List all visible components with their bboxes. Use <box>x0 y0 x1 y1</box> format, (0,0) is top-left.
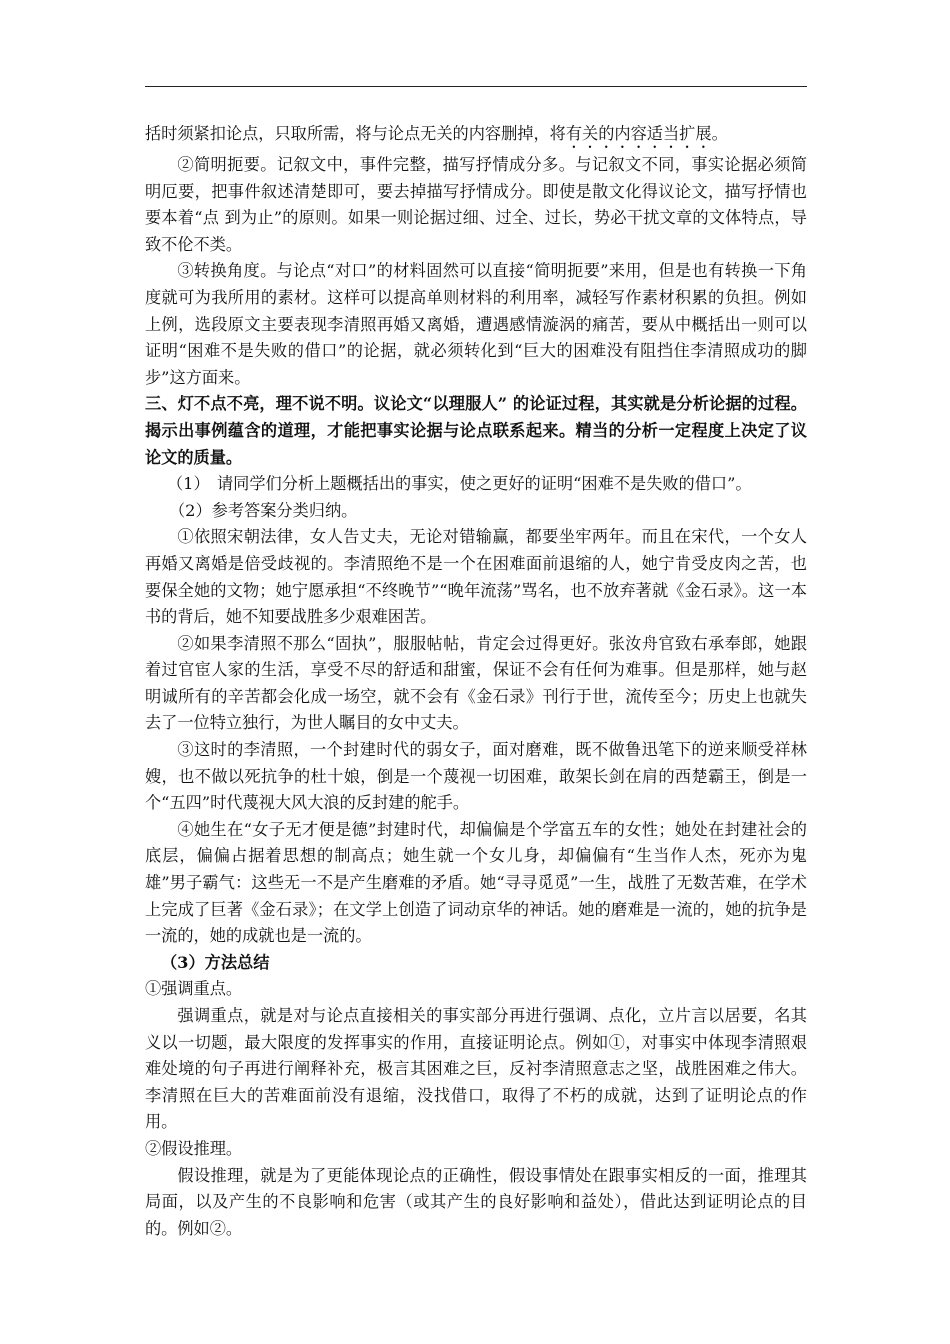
emphasized-text: 有关的内容适当扩展 <box>565 124 712 143</box>
answer-3: ③这时的李清照，一个封建时代的弱女子，面对磨难，既不做鲁迅笔下的逆来顺受祥林嫂，也不做以死抗争的杜十娘，倒是一个蔑视一切困难，敢架长剑在肩的西楚霸王，倒是一个“五四”时代蔑视大风大浪的反封建的舵手。 <box>145 740 807 813</box>
header-rule <box>145 86 807 87</box>
method-2-body: 假设推理，就是为了更能体现论点的正确性，假设事情处在跟事实相反的一面，推理其局面，以及产生的不良影响和危害（或其产生的良好影响和益处），借此达到证明论点的目的。例如②。 <box>145 1165 807 1238</box>
document-body <box>145 121 807 1242</box>
list-item-1-text: 请同学们分析上题概括出的事实，使之更好的证明“困难不是失败的借口”。 <box>217 474 752 494</box>
paragraph-continuation-end: 。 <box>711 124 728 143</box>
paragraph-continuation-text: 括时须紧扣论点，只取所需，将与论点无关的内容删掉，将 <box>145 124 566 143</box>
paragraph-continuation <box>145 121 807 152</box>
answer-1: ①依照宋朝法律，女人告丈夫，无论对错输赢，都要坐牢两年。而且在宋代，一个女人再婚又离婚是倍受歧视的。李清照绝不是一个在困难面前退缩的人，她宁肯受皮肉之苦，也要保全她的文物；她宁愿承担“不终晚节”“晚年流荡”骂名，也不放弃著就《金石录》。这一本书的背后，她不知要战胜多少艰难困苦。 <box>145 527 807 627</box>
method-1-body: 强调重点，就是对与论点直接相关的事实部分再进行强调、点化，立片言以居要，名其义以一切题，最大限度的发挥事实的作用，直接证明论点。例如①，对事实中体现李清照艰难处境的句子再进行阐释补充，极言其困难之巨，反衬李清照意志之坚，战胜困难之伟大。李清照在巨大的苦难面前没有退缩，没找借口，取得了不朽的成就，达到了证明论点的作用。 <box>145 1006 807 1132</box>
list-item-2: （2）参考答案分类归纳。 <box>169 500 358 520</box>
method-1-title: ①强调重点。 <box>145 979 243 999</box>
paragraph-concise: ②简明扼要。记叙文中，事件完整，描写抒情成分多。与记叙文不同，事实论据必须简明厄要，把事件叙述清楚即可，要去掉描写抒情成分。即使是散文化得议论文，描写抒情也要本着“点 到为止”的原则。如果一则论据过细、过全、过长，势必干扰文章的文体特点，导致不伦不类。 <box>145 155 807 254</box>
answer-2: ②如果李清照不那么“固执”，服服帖帖，肯定会过得更好。张汝舟官致右承奉郎，她跟着过官宦人家的生活，享受不尽的舒适和甜蜜，保证不会有任何为难事。但是那样，她与赵明诚所有的辛苦都会化成一场空，就不会有《金石录》刊行于世，流传至今；历史上也就失去了一位特立独行，为世人瞩目的女中丈夫。 <box>145 633 807 733</box>
section-heading-3: 三、灯不点不亮，理不说不明。议论文“以理服人” 的论证过程，其实就是分析论据的过程。揭示出事例蕴含的道理，才能把事实论据与论点联系起来。精当的分析一定程度上决定了议论文的质量。 <box>145 394 807 467</box>
list-item-1-number: （1） <box>167 474 210 494</box>
paragraph-change-angle: ③转换角度。与论点“对口”的材料固然可以直接“简明扼要”来用，但是也有转换一下角度就可为我所用的素材。这样可以提高单则材料的利用率，减轻写作素材积累的负担。例如上例，选段原文主要表现李清照再婚又离婚，遭遇感情漩涡的痛苦，要从中概括出一则可以证明“困难不是失败的借口”的论据，就必须转化到“巨大的困难没有阻挡住李清照成功的脚步”这方面来。 <box>145 261 807 387</box>
list-item-3: （3）方法总结 <box>161 952 270 972</box>
answer-4: ④她生在“女子无才便是德”封建时代，却偏偏是个学富五车的女性；她处在封建社会的底层，偏偏占据着思想的制高点；她生就一个女儿身，却偏偏有“生当作人杰，死亦为鬼雄”男子霸气：这些无一不是产生磨难的矛盾。她“寻寻觅觅”一生，战胜了无数苦难，在学术上完成了巨著《金石录》；在文学上创造了词动京华的神话。她的磨难是一流的，她的抗争是一流的，她的成就也是一流的。 <box>145 819 807 946</box>
method-2-title: ②假设推理。 <box>145 1138 243 1158</box>
list-item-1 <box>145 471 807 498</box>
